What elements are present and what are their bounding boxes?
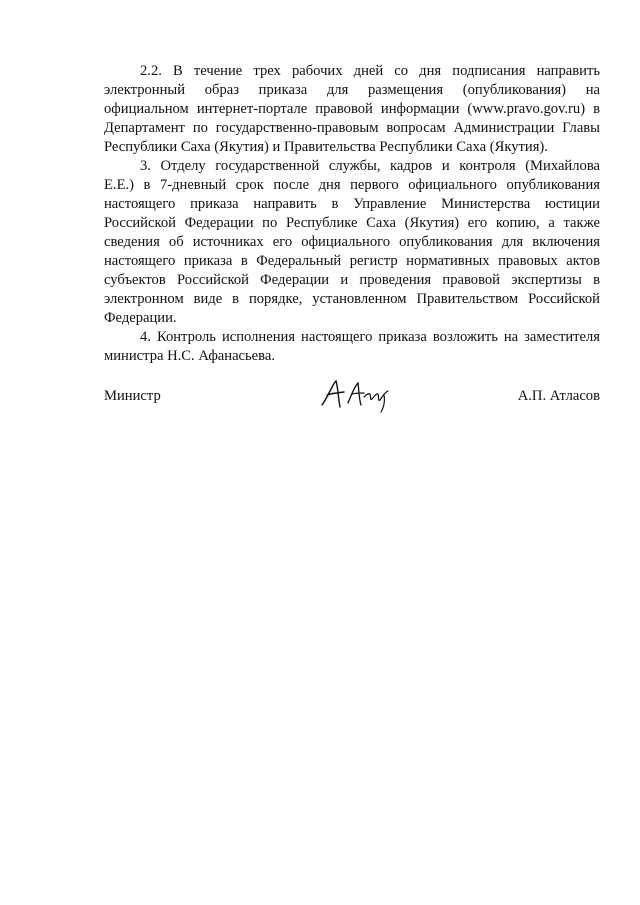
paragraph-3-line: Е.Е.) в 7-дневный срок после дня первого официального опубликования	[104, 177, 600, 193]
paragraph-3-line: Российской Федерации по Республике Саха (Якутия) его копию, а также	[104, 215, 600, 231]
handwritten-signature	[318, 375, 398, 415]
paragraph-2-2-line: 2.2. В течение трех рабочих дней со дня подписания направить	[140, 63, 600, 79]
paragraph-4-line: министра Н.С. Афанасьева.	[104, 348, 275, 364]
paragraph-4-line: 4. Контроль исполнения настоящего приказа возложить на заместителя	[140, 329, 600, 345]
paragraph-3-line: сведения об источниках его официального опубликования для включения	[104, 234, 600, 250]
paragraph-2-2-line: Департамент по государственно-правовым вопросам Администрации Главы	[104, 120, 600, 136]
paragraph-2-2-line: Республики Саха (Якутия) и Правительства Республики Саха (Якутия).	[104, 139, 548, 155]
paragraph-3-line: настоящего приказа направить в Управление Министерства юстиции	[104, 196, 600, 212]
paragraph-3-line: 3. Отделу государственной службы, кадров и контроля (Михайлова	[140, 158, 600, 174]
paragraph-2-2-line: электронный образ приказа для размещения (опубликования) на	[104, 82, 600, 98]
paragraph-3-line: Федерации.	[104, 310, 177, 326]
paragraph-3-line: настоящего приказа в Федеральный регистр нормативных правовых актов	[104, 253, 600, 269]
signatory-role: Министр	[104, 388, 161, 404]
paragraph-2-2-line: официальном интернет-портале правовой информации (www.pravo.gov.ru) в	[104, 101, 600, 117]
paragraph-3-line: субъектов Российской Федерации и проведения правовой экспертизы в	[104, 272, 600, 288]
signatory-name: А.П. Атласов	[517, 388, 600, 404]
paragraph-3-line: электронном виде в порядке, установленном Правительством Российской	[104, 291, 600, 307]
